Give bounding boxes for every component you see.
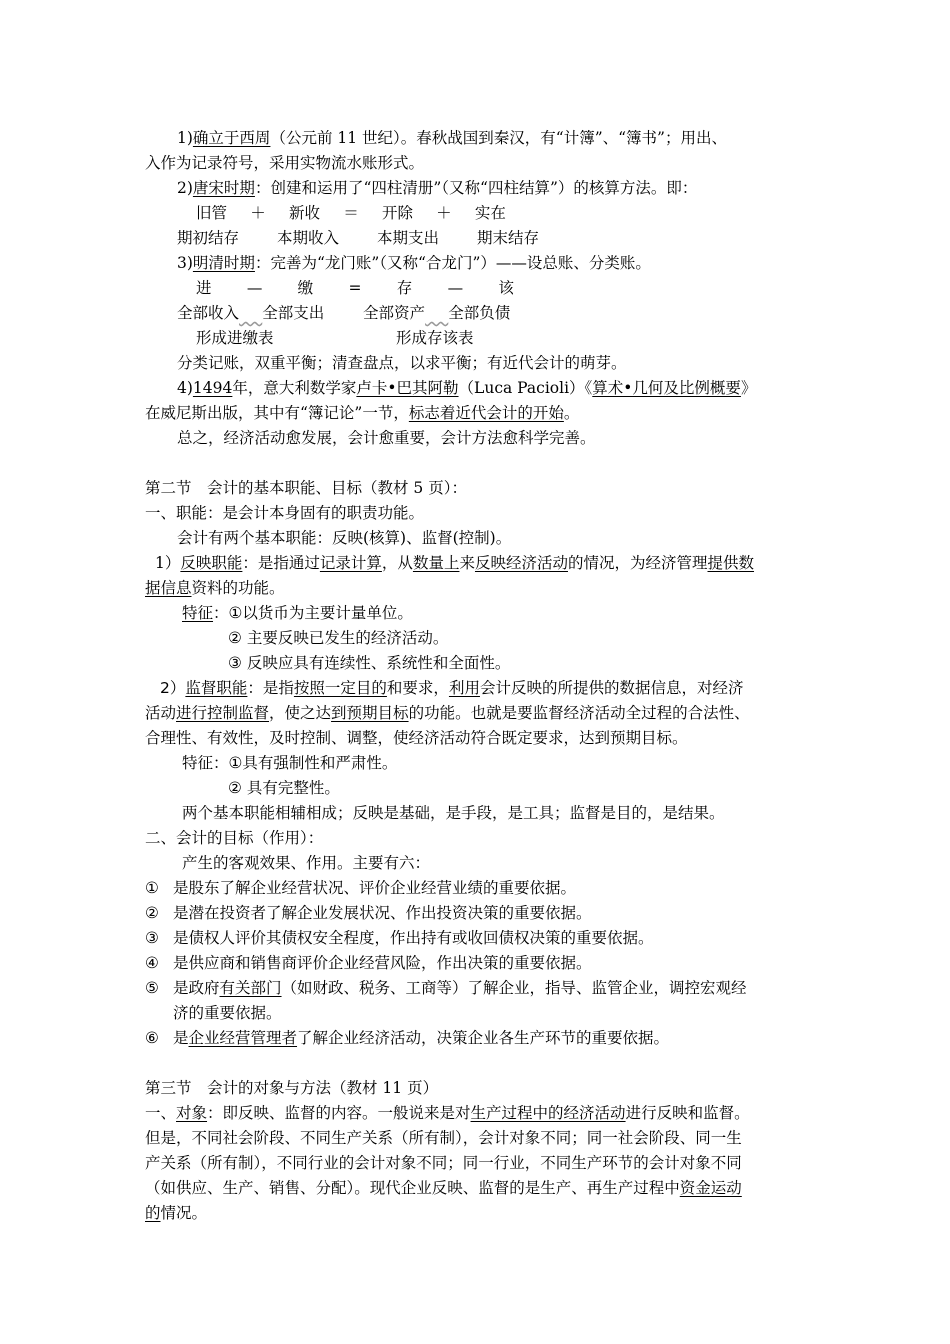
formula-term: 新收 [288, 204, 320, 222]
term-supervise: 监督职能 [185, 679, 248, 697]
term-capital-movement: 资金运动 [679, 1179, 742, 1197]
goal-item-5: ⑤ [145, 979, 159, 997]
formula-term: 存 [396, 279, 413, 297]
goal-item-3: ③ [145, 929, 159, 947]
formula-longmen-tables-a: 形成进缴表 [196, 329, 274, 347]
goal-text-5-cont: 济的重要依据。 [173, 1004, 282, 1022]
supervise-feature-2: ② 具有完整性。 [228, 779, 340, 797]
reflect-feature-1: 特征：①以货币为主要计量单位。 [182, 604, 413, 622]
para-object: 一、对象：即反映、监督的内容。一般说来是对生产过程中的经济活动进行反映和监督。 [145, 1104, 750, 1122]
goal-text-4: 是供应商和销售商评价企业经营风险，作出决策的重要依据。 [173, 954, 592, 972]
formula-op: ＋ [436, 204, 452, 222]
para-supervise-cont: 活动进行控制监督，使之达到预期目标的功能。也就是要监督经济活动全过程的合法性、 [145, 704, 750, 722]
formula-op: — [447, 279, 464, 297]
formula-longmen-tables-b: 形成存该表 [396, 329, 474, 347]
heading-functions: 一、职能：是会计本身固有的职责功能。 [145, 504, 425, 522]
section-3-title: 第三节 会计的对象与方法（教材 11 页） [145, 1079, 439, 1097]
para-goals-intro: 产生的客观效果、作用。主要有六： [182, 854, 431, 872]
para-reflect-cont: 据信息资料的功能。 [145, 579, 285, 597]
para-two-functions: 会计有两个基本职能：反映(核算)、监督(控制)。 [177, 529, 512, 547]
term-object: 对象 [176, 1104, 208, 1122]
formula-term: 期初结存 [177, 229, 240, 247]
formula-longmen-bottom: 全部收入 全部支出 全部资产 全部负债 [177, 304, 511, 322]
term-mingqing: 明清时期 [192, 254, 255, 272]
term-feature: 特征 [182, 604, 214, 622]
goal-text-1: 是股东了解企业经营状况、评价企业经营业绩的重要依据。 [173, 879, 577, 897]
para-mingqing: 3)明清时期：完善为“龙门账”（又称“合龙门”）——设总账、分类账。 [177, 254, 651, 272]
formula-sizhu-top [196, 201, 506, 225]
formula-term: 缴 [297, 279, 314, 297]
para-pacioli: 4)1494年，意大利数学家卢卡•巴其阿勒（Luca Pacioli）《算术•几何及比例概要》 [177, 379, 757, 397]
para-pacioli-cont: 在威尼斯出版，其中有“簿记论”一节，标志着近代会计的开始。 [145, 404, 580, 422]
goal-text-5: 是政府有关部门（如财政、税务、工商等）了解企业，指导、监管企业，调控宏观经 [173, 979, 747, 997]
reflect-feature-2: ② 主要反映已发生的经济活动。 [228, 629, 449, 647]
para-object-cont-2: 产关系（所有制），不同行业的会计对象不同；同一行业，不同生产环节的会计对象不同 [145, 1154, 742, 1172]
formula-term: 本期支出 [376, 229, 439, 247]
formula-term: 该 [498, 279, 514, 297]
goal-item-1: ① [145, 879, 159, 897]
para-object-cont-1: 但是，不同社会阶段、不同生产关系（所有制），会计对象不同；同一社会阶段、同一生 [145, 1129, 742, 1147]
goal-text-6: 是企业经营管理者了解企业经济活动，决策企业各生产环节的重要依据。 [173, 1029, 670, 1047]
term-reflect: 反映职能 [180, 554, 243, 572]
formula-term: 开除 [381, 204, 413, 222]
formula-op: — [246, 279, 263, 297]
para-conclusion: 总之，经济活动愈发展，会计愈重要，会计方法愈科学完善。 [177, 429, 596, 447]
heading-goals: 二、会计的目标（作用）： [145, 829, 324, 847]
para-object-cont-4: 的情况。 [145, 1204, 208, 1222]
para-tangsong: 2)唐宋时期：创建和运用了“四柱清册”（又称“四柱结算”）的核算方法。即： [177, 179, 698, 197]
para-xizhou-cont: 入作为记录符号，采用实物流水账形式。 [145, 154, 425, 172]
term-summa: 算术•几何及比例概要 [592, 379, 741, 397]
reflect-feature-3: ③ 反映应具有连续性、系统性和全面性。 [228, 654, 511, 672]
formula-term: 旧管 [196, 204, 228, 222]
para-supervise-function: 2）监督职能：是指按照一定目的和要求，利用会计反映的所提供的数据信息，对经济 [160, 679, 744, 697]
formula-op: = [348, 279, 362, 297]
term-xizhou: 确立于西周 [192, 129, 271, 147]
goal-item-2: ② [145, 904, 159, 922]
para-supervise-cont-2: 合理性、有效性，及时控制、调整，使经济活动符合既定要求，达到预期目标。 [145, 729, 688, 747]
para-reflect-function: 1）反映职能：是指通过记录计算，从数量上来反映经济活动的情况，为经济管理提供数 [155, 554, 755, 572]
formula-longmen-top [196, 276, 514, 300]
supervise-feature-1: 特征：①具有强制性和严肃性。 [182, 754, 398, 772]
formula-term: 期末结存 [476, 229, 539, 247]
section-2-title: 第二节 会计的基本职能、目标（教材 5 页）： [145, 479, 467, 497]
formula-sizhu-bottom [177, 226, 539, 250]
para-relation: 两个基本职能相辅相成；反映是基础，是手段，是工具；监督是目的，是结果。 [182, 804, 725, 822]
goal-item-6: ⑥ [145, 1029, 159, 1047]
goal-item-4: ④ [145, 954, 159, 972]
formula-op: ＋ [250, 204, 266, 222]
formula-term: 实在 [474, 204, 506, 222]
para-xizhou: 1)确立于西周（公元前 11 世纪）。春秋战国到秦汉，有“计簿”、“簿书”；用出、 [177, 129, 727, 147]
para-summary-qing: 分类记账，双重平衡；清查盘点，以求平衡；有近代会计的萌芽。 [177, 354, 627, 372]
formula-op: ＝ [343, 204, 359, 222]
formula-term: 本期收入 [276, 229, 339, 247]
term-tangsong: 唐宋时期 [192, 179, 255, 197]
goal-text-3: 是债权人评价其债权安全程度，作出持有或收回债权决策的重要依据。 [173, 929, 654, 947]
formula-term: 进 [196, 279, 212, 297]
term-modern-start: 标志着近代会计的开始 [408, 404, 564, 422]
term-pacioli: 卢卡•巴其阿勒 [356, 379, 459, 397]
goal-text-2: 是潜在投资者了解企业发展状况、作出投资决策的重要依据。 [173, 904, 592, 922]
para-object-cont-3: （如供应、生产、销售、分配）。现代企业反映、监督的是生产、再生产过程中资金运动 [145, 1179, 742, 1197]
